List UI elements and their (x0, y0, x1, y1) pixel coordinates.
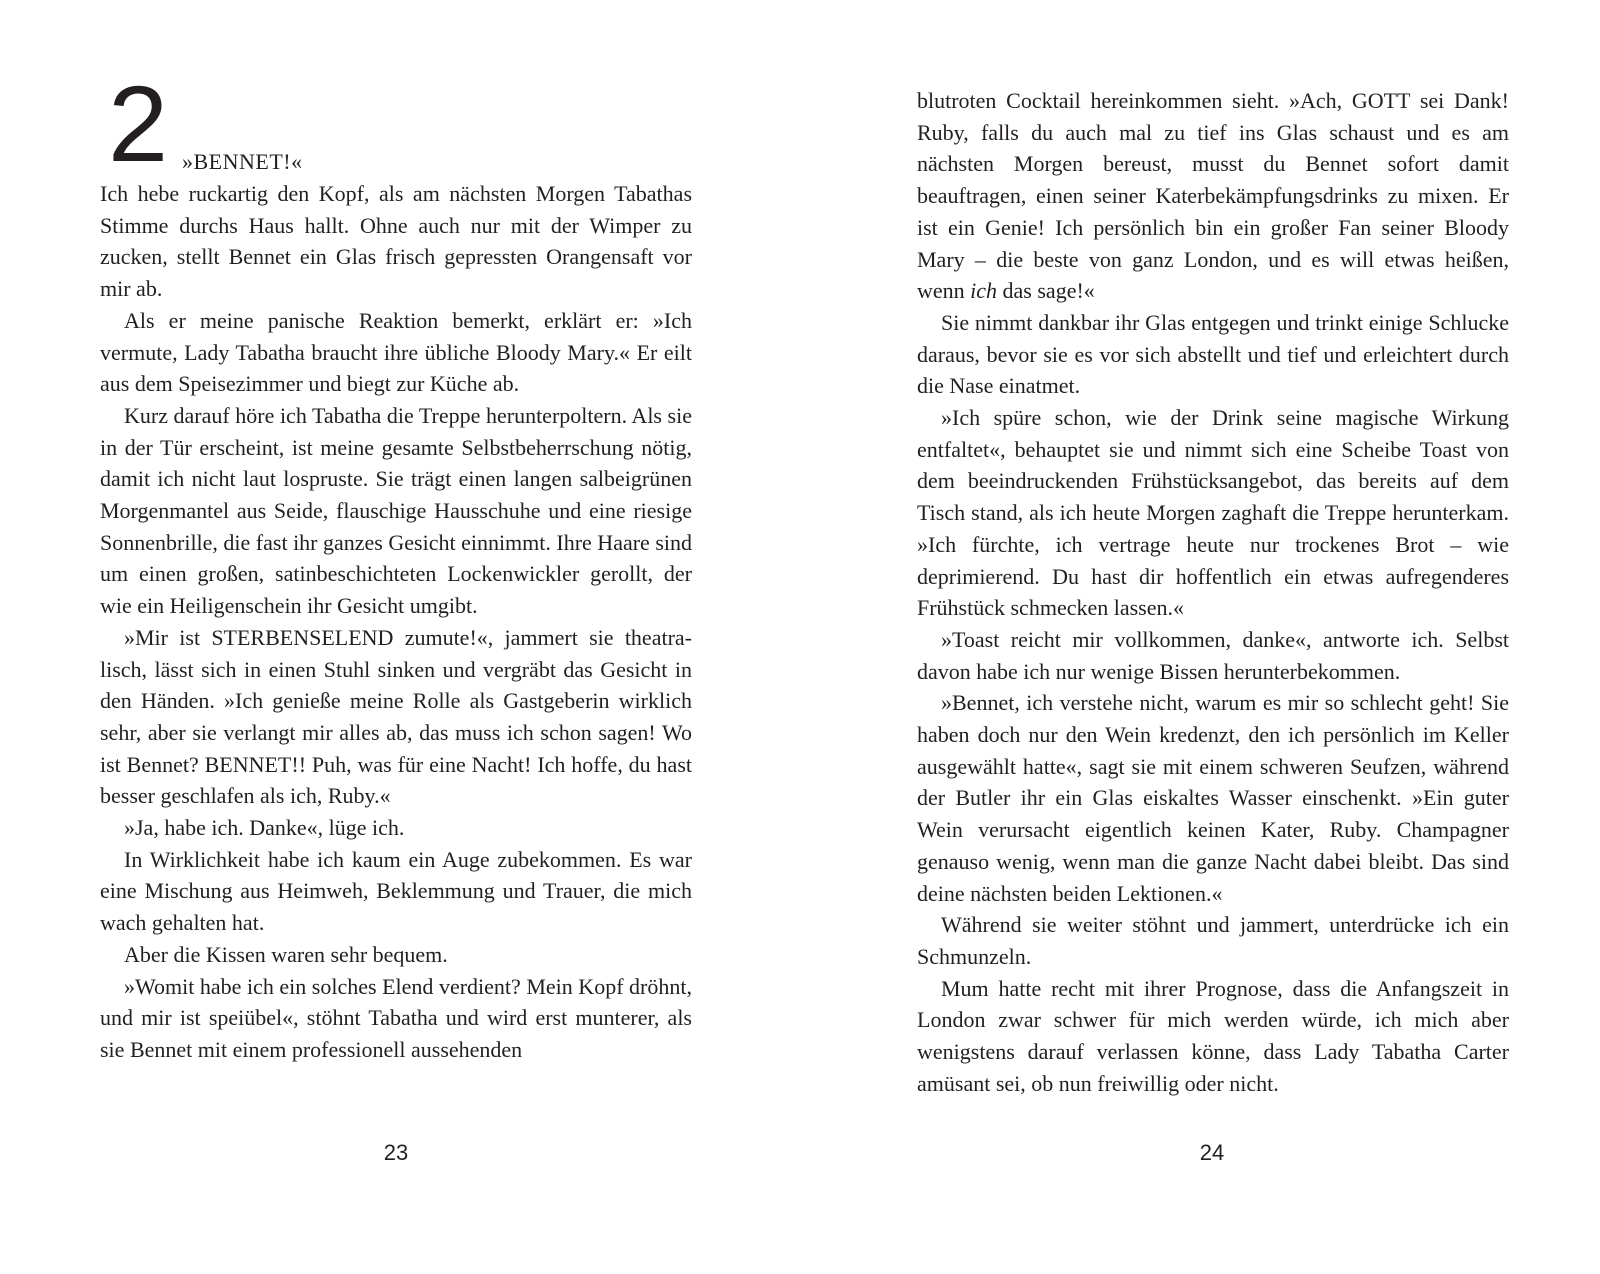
left-page-text (100, 178, 692, 1066)
paragraph: »Mir ist STERBENSELEND zumute!«, jammert sie theatralisch, lässt sich in einen Stuhl sinken und vergräbt das Gesicht in den Händen. »Ich genieße meine Rolle als Gastgeberin wirklich sehr, aber sie verlangt mir alles ab, das muss ich schon sagen! Wo ist Bennet? BENNET!! Puh, was für eine Nacht! Ich hoffe, du hast besser geschlafen als ich, Ruby.« (100, 624, 692, 809)
page-number: 24 (1199, 1140, 1225, 1165)
chapter-opening-line: »BENNET!« (182, 149, 303, 174)
paragraph: Aber die Kissen waren sehr bequem. (124, 941, 448, 967)
emphasis: ich (970, 278, 998, 304)
right-page-text (917, 85, 1509, 1100)
paragraph: »Ich spüre schon, wie der Drink seine magische Wirkung entfaltet«, behauptet sie und nimmt sich eine Scheibe Toast von dem beeindruckenden Frühstücksangebot, das bereits auf dem Tisch stand, als ich heute Morgen zaghaft die Treppe herunterkam. »Ich fürchte, ich vertrage heute nur trockenes Brot – wie deprimierend. Du hast dir hoffentlich ein etwas aufregenderes Frühstück schmecken lassen.« (917, 405, 1509, 621)
page-number: 23 (383, 1140, 409, 1165)
right-page (800, 0, 1600, 1274)
chapter-number: 2 (108, 63, 169, 184)
paragraph: Sie nimmt dankbar ihr Glas entgegen und trinkt einige Schlucke daraus, bevor sie es vor sich abstellt und tief und erleichtert durch die Nase einatmet. (917, 309, 1509, 399)
paragraph: »Womit habe ich ein solches Elend verdient? Mein Kopf dröhnt, und mir ist speiübel«, stöhnt Tabatha und wird erst munterer, als sie Bennet mit einem professionell aussehenden (100, 973, 692, 1062)
paragraph: Mum hatte recht mit ihrer Prognose, dass die Anfangszeit in London zwar schwer für mich werden würde, ich mich aber wenigstens darauf verlassen könne, dass Lady Tabatha Carter amüsant sei, ob nun freiwillig oder nicht. (917, 975, 1509, 1096)
paragraph: »Ja, habe ich. Danke«, lüge ich. (124, 815, 405, 841)
paragraph-continued (917, 85, 1509, 307)
paragraph: Während sie weiter stöhnt und jammert, unterdrücke ich ein Schmunzeln. (917, 912, 1509, 969)
paragraph: »Bennet, ich verstehe nicht, warum es mir so schlecht geht! Sie haben doch nur den Wein kredenzt, den ich persönlich im Keller ausgewählt hatte«, sagt sie mit einem schweren Seufzen, während der Butler ihr ein Glas eiskaltes Wasser einschenkt. »Ein guter Wein verursacht eigentlich keinen Kater, Ruby. Champagner genauso wenig, wenn man die ganze Nacht dabei bleibt. Das sind deine nächsten beiden Lektionen.« (917, 690, 1509, 906)
paragraph: »Toast reicht mir vollkommen, danke«, antworte ich. Selbst davon habe ich nur wenige Bissen herunterbekommen. (917, 626, 1509, 684)
paragraph-continued-end: das sage!« (1002, 278, 1095, 304)
paragraph: In Wirklichkeit habe ich kaum ein Auge zubekommen. Es war eine Mischung aus Heimweh, Beklemmung und Trauer, die mich wach gehalten hat. (100, 846, 692, 936)
paragraph: Als er meine panische Reaktion bemerkt, erklärt er: »Ich vermute, Lady Tabatha braucht ihre übliche Bloody Mary.« Er eilt aus dem Speisezimmer und biegt zur Küche ab. (100, 307, 692, 397)
paragraph-continued-text: blutroten Cocktail hereinkommen sieht. »Ach, GOTT sei Dank! Ruby, falls du auch mal zu tief ins Glas schaust und es am nächsten Morgen bereust, musst du Bennet sofort damit beauftragen, einen seiner Katerbekämpfungsdrinks zu mixen. Er ist ein Genie! Ich persönlich bin ein großer Fan seiner Bloody Mary – die beste von ganz London, und es will etwas heißen, wenn (917, 88, 1509, 304)
paragraph: Ich hebe ruckartig den Kopf, als am nächsten Morgen Tabathas Stimme durchs Haus hallt. Ohne auch nur mit der Wimper zu zucken, stellt Bennet ein Glas frisch gepressten Orangensaft vor mir ab. (100, 181, 692, 302)
paragraph: Kurz darauf höre ich Tabatha die Treppe herunterpoltern. Als sie in der Tür erscheint, ist meine gesamte Selbstbeherrschung nötig, damit ich nicht laut lospruste. Sie trägt einen langen salbeigrünen Morgenmantel aus Seide, flauschige Hausschuhe und eine riesige Sonnenbrille, die fast ihr ganzes Gesicht einnimmt. Ihre Haare sind um einen großen, satinbeschichteten Lockenwickler gerollt, der wie ein Heiligenschein ihr Gesicht umgibt. (100, 402, 692, 619)
